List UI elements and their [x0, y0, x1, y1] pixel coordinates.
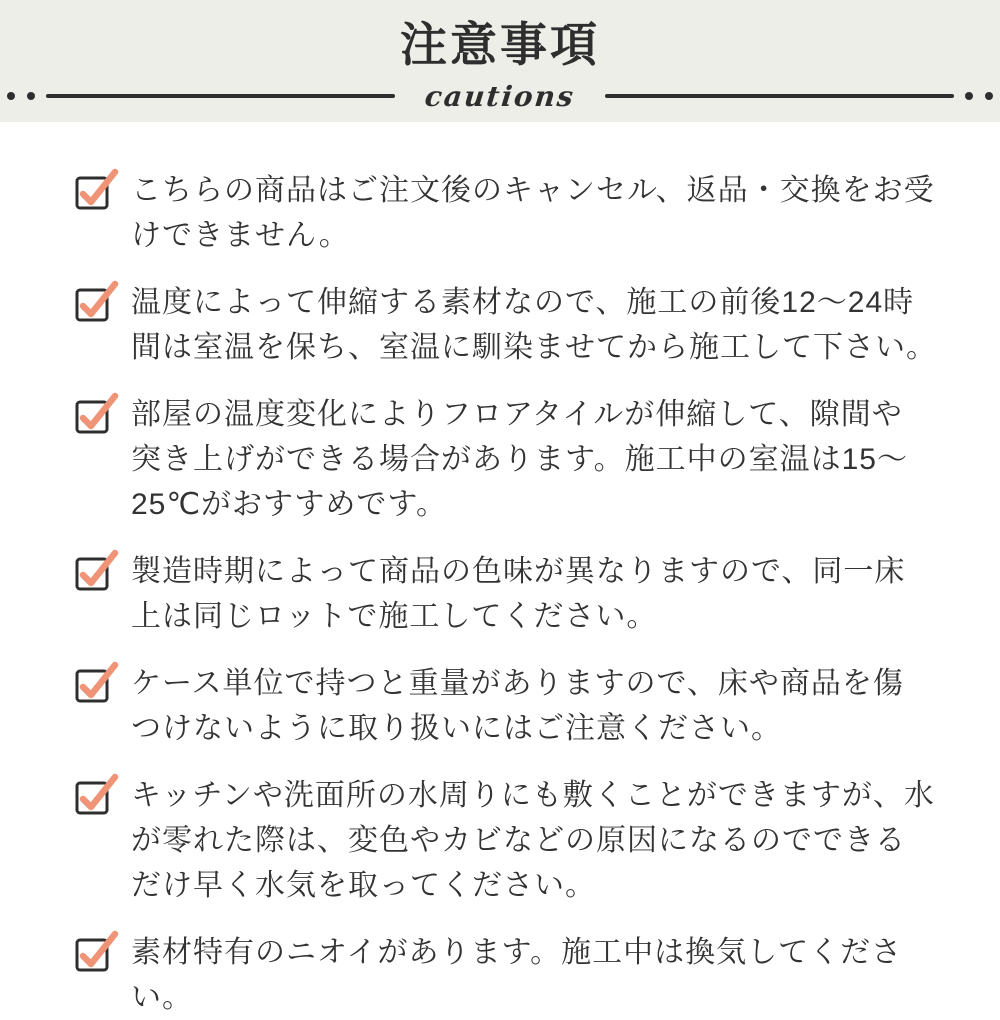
- caution-item: [74, 280, 945, 370]
- cautions-header: [0, 0, 1000, 122]
- caution-item-line: 間は室温を保ち、室温に馴染ませてから施工して下さい。: [131, 331, 937, 364]
- checked-checkbox-icon: [74, 771, 120, 815]
- caution-item-text: [131, 930, 945, 1020]
- caution-item-line: 製造時期によって商品の色味が異なりますので、同一床: [131, 555, 906, 588]
- caution-item: [74, 773, 945, 908]
- caution-item-line: 25℃がおすすめです。: [131, 488, 447, 521]
- caution-item-line: 突き上げができる場合があります。施工中の室温は15〜: [131, 443, 908, 476]
- caution-item: [74, 661, 945, 751]
- divider-dot: [965, 92, 973, 100]
- page-title: 注意事項: [400, 18, 600, 71]
- checked-checkbox-icon: [74, 166, 120, 210]
- divider: [0, 79, 1000, 113]
- divider-line: [46, 94, 395, 98]
- checked-checkbox-icon: [74, 390, 120, 434]
- caution-item-text: [131, 392, 908, 527]
- caution-item: [74, 930, 945, 1020]
- caution-item-line: ケース単位で持つと重量がありますので、床や商品を傷: [131, 667, 904, 700]
- caution-item-line: キッチンや洗面所の水周りにも敷くことができますが、水: [131, 779, 935, 812]
- caution-item-line: 素材特有のニオイがあります。施工中は換気してください。: [131, 936, 903, 1014]
- divider-dot: [7, 92, 15, 100]
- caution-item-text: [131, 168, 935, 258]
- caution-item-line: だけ早く水気を取ってください。: [131, 869, 596, 902]
- caution-item: [74, 392, 945, 527]
- divider-dot: [27, 92, 35, 100]
- caution-item-text: [131, 549, 905, 639]
- checked-checkbox-icon: [74, 928, 120, 972]
- caution-item: [74, 549, 945, 639]
- caution-item-line: こちらの商品はご注文後のキャンセル、返品・交換をお受: [131, 174, 935, 207]
- checked-checkbox-icon: [74, 547, 120, 591]
- caution-item-line: 温度によって伸縮する素材なので、施工の前後12〜24時: [131, 286, 915, 319]
- caution-item-line: 部屋の温度変化によりフロアタイルが伸縮して、隙間や: [131, 398, 903, 431]
- divider-line: [605, 94, 954, 98]
- cautions-list: [0, 122, 1000, 1020]
- divider-dot: [985, 92, 993, 100]
- caution-item-text: [131, 773, 935, 908]
- caution-item-text: [131, 661, 904, 751]
- caution-item-text: [131, 280, 937, 370]
- checked-checkbox-icon: [74, 659, 120, 703]
- cautions-subtitle: cautions: [423, 79, 577, 113]
- caution-item-line: けできません。: [131, 219, 350, 252]
- caution-item-line: つけないように取り扱いにはご注意ください。: [131, 712, 782, 745]
- caution-item-line: が零れた際は、変色やカビなどの原因になるのでできる: [131, 824, 906, 857]
- checked-checkbox-icon: [74, 278, 120, 322]
- caution-item: [74, 168, 945, 258]
- caution-item-line: 上は同じロットで施工してください。: [131, 600, 658, 633]
